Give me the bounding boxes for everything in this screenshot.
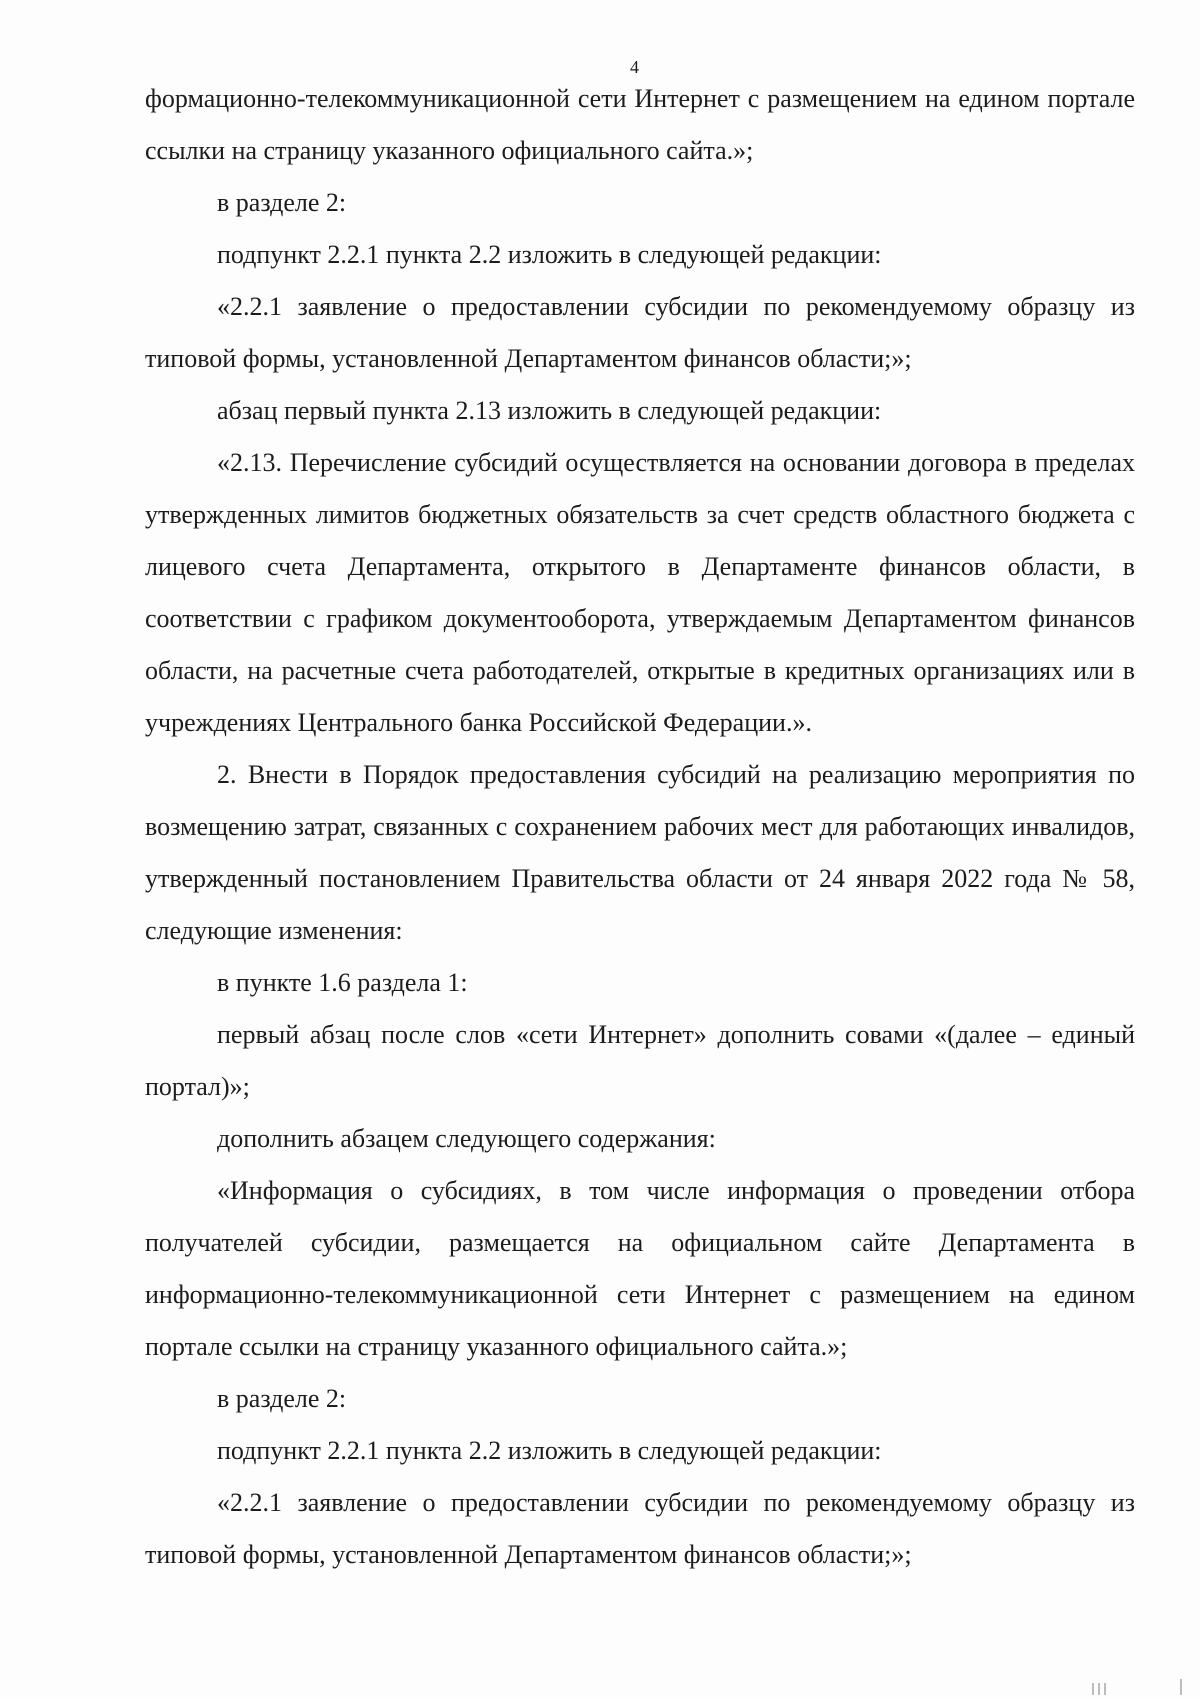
paragraph-subitem-2-2-1-text: «2.2.1 заявление о предоставлении субсидии по рекомендуемому образцу из типовой формы, установленной Департаментом финансов области;»; (145, 292, 1135, 373)
paragraph-subitem-2-2-1-intro-second: подпункт 2.2.1 пункта 2.2 изложить в следующей редакции: (217, 1436, 882, 1465)
paragraph-subsidy-info-text: «Информация о субсидиях, в том числе информация о проведении отбора получателей субсидии, размещается на официальном сайте Департамента в информационно-телекоммуникационной сети Интернет с размещением на едином портале ссылки на страницу указанного официального сайта.»; (145, 1176, 1135, 1361)
scan-artifact-mark (1180, 1679, 1182, 1695)
paragraph-subitem-2-2-1-text-second: «2.2.1 заявление о предоставлении субсидии по рекомендуемому образцу из типовой формы, установленной Департаментом финансов области;»; (145, 1488, 1135, 1569)
paragraph-first-abzac-change: первый абзац после слов «сети Интернет» дополнить совами «(далее – единый портал)»; (145, 1020, 1135, 1101)
paragraph-continuation: формационно-телекоммуникационной сети Интернет с размещением на едином портале ссылки на страницу указанного официального сайта.»; (145, 84, 1135, 165)
paragraph-section-2-heading-second: в разделе 2: (217, 1384, 347, 1413)
paragraph-subitem-2-2-1-intro: подпункт 2.2.1 пункта 2.2 изложить в следующей редакции: (217, 240, 882, 269)
paragraph-item-1-6-heading: в пункте 1.6 раздела 1: (217, 968, 468, 997)
page-number: 4 (630, 57, 639, 77)
scan-artifact-mark (1098, 1683, 1100, 1695)
document-body (145, 73, 1135, 1581)
paragraph-add-abzac-intro: дополнить абзацем следующего содержания: (217, 1124, 716, 1153)
paragraph-item-2-13-intro: абзац первый пункта 2.13 изложить в следующей редакции: (217, 396, 882, 425)
paragraph-item-2-13-text: «2.13. Перечисление субсидий осуществляется на основании договора в пределах утвержденных лимитов бюджетных обязательств за счет средств областного бюджета с лицевого счета Департамента, открытого в Департаменте финансов области, в соответствии с графиком документооборота, утверждаемым Департаментом финансов области, на расчетные счета работодателей, открытые в кредитных организациях или в учреждениях Центрального банка Российской Федерации.». (145, 448, 1135, 737)
paragraph-section-2-heading: в разделе 2: (217, 188, 347, 217)
paragraph-item-2-amendment: 2. Внести в Порядок предоставления субсидий на реализацию мероприятия по возмещению затрат, связанных с сохранением рабочих мест для работающих инвалидов, утвержденный постановлением Правительства области от 24 января 2022 года № 58, следующие изменения: (145, 760, 1135, 945)
scan-artifact-mark (1104, 1683, 1106, 1695)
scan-artifact-mark (1092, 1683, 1094, 1695)
